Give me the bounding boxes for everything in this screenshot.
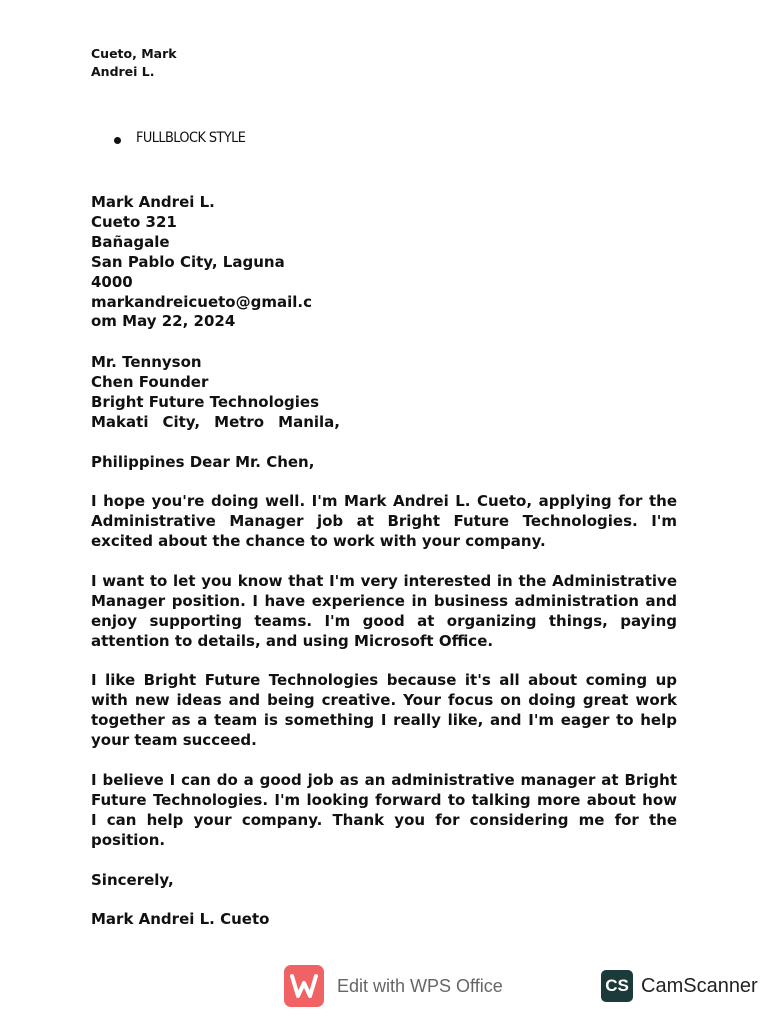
- recipient-city-word: Manila,: [278, 412, 340, 431]
- sender-line: Cueto 321: [91, 212, 177, 231]
- author-name-line1: Cueto, Mark: [91, 46, 177, 61]
- sender-line: San Pablo City, Laguna: [91, 252, 285, 271]
- camscanner-watermark: [601, 970, 758, 1002]
- recipient-line: Mr. Tennyson: [91, 353, 202, 371]
- author-name-line2: Andrei L.: [91, 64, 155, 79]
- sender-line: Mark Andrei L.: [91, 193, 215, 211]
- edit-with-wps-link[interactable]: [284, 965, 503, 1007]
- recipient-address-block: [91, 353, 677, 433]
- recipient-city-line: [91, 413, 340, 433]
- body-paragraph-3: I like Bright Future Technologies because it's all about coming up with new ideas and being creative. Your focus on doing great work together as a team is something I really like, and I'm eager to help your team succeed.: [91, 671, 677, 749]
- recipient-line: Bright Future Technologies: [91, 392, 319, 411]
- sender-line: 4000: [91, 272, 133, 291]
- sender-date-line: om May 22, 2024: [91, 312, 236, 331]
- sender-line: Bañagale: [91, 232, 170, 251]
- sender-email-line: markandreicueto@gmail.c: [91, 292, 312, 311]
- recipient-city-word: Metro: [214, 412, 265, 431]
- letter-style-text: FULLBLOCK STYLE: [136, 130, 246, 146]
- wps-label: Edit with WPS Office: [337, 975, 503, 996]
- camscanner-label: CamScanner: [641, 974, 758, 997]
- author-name-header: [91, 45, 177, 81]
- closing: Sincerely,: [91, 871, 174, 889]
- bullet-icon: [114, 137, 121, 144]
- recipient-city-word: Makati: [91, 412, 149, 431]
- sender-address-block: [91, 193, 677, 332]
- camscanner-logo-icon: CS: [601, 970, 633, 1002]
- body-paragraph-1: I hope you're doing well. I'm Mark Andrei L. Cueto, applying for the Administrative Manager job at Bright Future Technologies. I'm excited about the chance to work with your company.: [91, 492, 677, 550]
- body-paragraph-4: I believe I can do a good job as an administrative manager at Bright Future Technologies. I'm looking forward to talking more about how I can help your company. Thank you for considering me for the position.: [91, 771, 677, 849]
- wps-logo-icon: [284, 965, 324, 1007]
- letter-style-heading: [114, 130, 255, 146]
- signature-name: Mark Andrei L. Cueto: [91, 910, 270, 928]
- recipient-line: Chen Founder: [91, 372, 209, 391]
- salutation: Philippines Dear Mr. Chen,: [91, 453, 315, 471]
- recipient-city-word: City,: [162, 412, 201, 431]
- body-paragraph-2: I want to let you know that I'm very interested in the Administrative Manager position. I have experience in business administration and enjoy supporting teams. I'm good at organizing things, paying attention to details, and using Microsoft Office.: [91, 572, 677, 650]
